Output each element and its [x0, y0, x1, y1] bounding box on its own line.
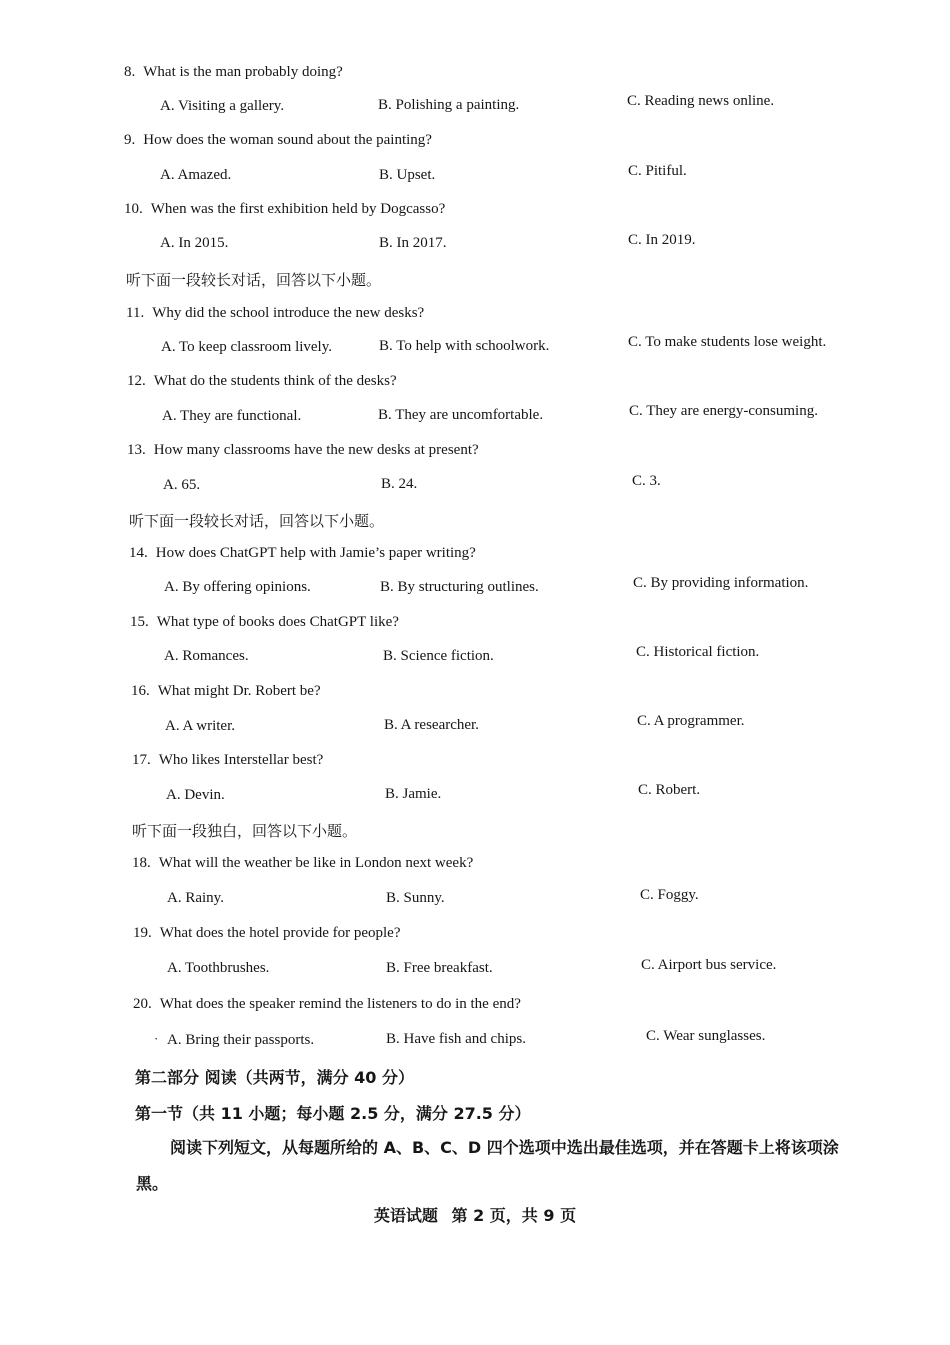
- option-a: A. They are functional.: [162, 408, 302, 424]
- section-one-title: 第一节（共 11 小题；每小题 2.5 分，满分 27.5 分）: [135, 1104, 531, 1123]
- question-number: 10.: [124, 201, 143, 217]
- section-intro: 听下面一段较长对话，回答以下小题。: [126, 271, 382, 289]
- section-intro: 听下面一段独白，回答以下小题。: [132, 822, 358, 840]
- question-text: What will the weather be like in London next week?: [158, 855, 474, 871]
- question-19: [133, 925, 401, 942]
- question-text: When was the first exhibition held by Dogcasso?: [150, 201, 446, 217]
- question-14: [129, 545, 476, 562]
- option-c: C. Airport bus service.: [641, 957, 777, 973]
- reading-instruction-cont: 黑。: [136, 1174, 169, 1193]
- option-b: B. Sunny.: [386, 890, 445, 906]
- question-text: Why did the school introduce the new desks?: [152, 305, 425, 321]
- option-a: A. Devin.: [166, 787, 225, 803]
- option-b: B. To help with schoolwork.: [379, 338, 550, 354]
- part-two-title: 第二部分 阅读（共两节，满分 40 分）: [135, 1068, 414, 1087]
- option-c: C. In 2019.: [628, 232, 696, 248]
- option-c: C. Pitiful.: [628, 163, 687, 179]
- question-text: Who likes Interstellar best?: [158, 752, 324, 768]
- option-c: C. 3.: [632, 473, 661, 489]
- question-10: [124, 201, 445, 218]
- option-b: B. In 2017.: [379, 235, 447, 251]
- question-text: What does the speaker remind the listeners to do in the end?: [159, 996, 521, 1012]
- question-number: 12.: [127, 373, 146, 389]
- option-a: A. Visiting a gallery.: [160, 98, 285, 114]
- option-b: B. By structuring outlines.: [380, 579, 539, 595]
- option-a: A. Bring their passports.: [167, 1032, 315, 1048]
- question-12: [127, 373, 397, 390]
- section-intro: 听下面一段较长对话，回答以下小题。: [129, 512, 385, 530]
- option-b: B. Polishing a painting.: [378, 97, 520, 113]
- question-number: 19.: [133, 925, 152, 941]
- question-17: [132, 752, 323, 769]
- option-c: C. By providing information.: [633, 575, 809, 591]
- option-b: B. They are uncomfortable.: [378, 407, 544, 423]
- option-c: C. They are energy-consuming.: [629, 403, 818, 419]
- page-footer: [0, 1203, 950, 1226]
- question-text: What might Dr. Robert be?: [157, 683, 321, 699]
- option-a: A. By offering opinions.: [164, 579, 311, 595]
- option-b: B. 24.: [381, 476, 418, 492]
- question-15: [130, 614, 399, 631]
- option-a: A. Rainy.: [167, 890, 224, 906]
- question-13: [127, 442, 479, 459]
- question-text: How does ChatGPT help with Jamie’s paper writing?: [155, 545, 476, 561]
- option-b: B. Upset.: [379, 167, 436, 183]
- option-a: A. Romances.: [164, 648, 249, 664]
- option-c: C. To make students lose weight.: [628, 334, 827, 350]
- option-b: B. Free breakfast.: [386, 960, 493, 976]
- question-18: [132, 855, 473, 872]
- question-number: 15.: [130, 614, 149, 630]
- question-text: How does the woman sound about the painting?: [143, 132, 432, 148]
- question-number: 11.: [126, 305, 145, 321]
- question-number: 9.: [124, 132, 136, 148]
- question-number: 20.: [133, 996, 152, 1012]
- option-a: A. 65.: [163, 477, 201, 493]
- option-c: C. Foggy.: [640, 887, 699, 903]
- option-c: C. Robert.: [638, 782, 701, 798]
- option-c: C. Reading news online.: [627, 93, 775, 109]
- question-16: [131, 683, 321, 700]
- option-c: C. A programmer.: [637, 713, 745, 729]
- question-text: What is the man probably doing?: [143, 64, 343, 80]
- question-number: 17.: [132, 752, 151, 768]
- question-number: 18.: [132, 855, 151, 871]
- question-number: 16.: [131, 683, 150, 699]
- reading-instruction: 阅读下列短文，从每题所给的 A、B、C、D 四个选项中选出最佳选项，并在答题卡上将该项涂: [170, 1138, 839, 1157]
- question-text: What do the students think of the desks?: [153, 373, 397, 389]
- option-b: B. A researcher.: [384, 717, 479, 733]
- option-a: A. To keep classroom lively.: [161, 339, 332, 355]
- question-20: [133, 996, 521, 1013]
- option-b: B. Have fish and chips.: [386, 1031, 526, 1047]
- question-text: What does the hotel provide for people?: [159, 925, 401, 941]
- option-a: A. In 2015.: [160, 235, 229, 251]
- question-number: 8.: [124, 64, 136, 80]
- option-a: A. A writer.: [165, 718, 235, 734]
- question-11: [126, 305, 424, 322]
- question-number: 14.: [129, 545, 148, 561]
- question-number: 13.: [127, 442, 146, 458]
- option-c: C. Wear sunglasses.: [646, 1028, 766, 1044]
- option-b: B. Science fiction.: [383, 648, 494, 664]
- option-a: A. Toothbrushes.: [167, 960, 270, 976]
- footer-page-number: 第 2 页，共 9 页: [451, 1206, 577, 1225]
- question-text: How many classrooms have the new desks at present?: [153, 442, 479, 458]
- question-9: [124, 132, 432, 149]
- option-c: C. Historical fiction.: [636, 644, 760, 660]
- footer-subject: 英语试题: [373, 1206, 438, 1225]
- question-text: What type of books does ChatGPT like?: [156, 614, 399, 630]
- option-a: A. Amazed.: [160, 167, 232, 183]
- option-b: B. Jamie.: [385, 786, 442, 802]
- question-8: [124, 64, 343, 81]
- stray-mark: ·: [154, 1031, 159, 1046]
